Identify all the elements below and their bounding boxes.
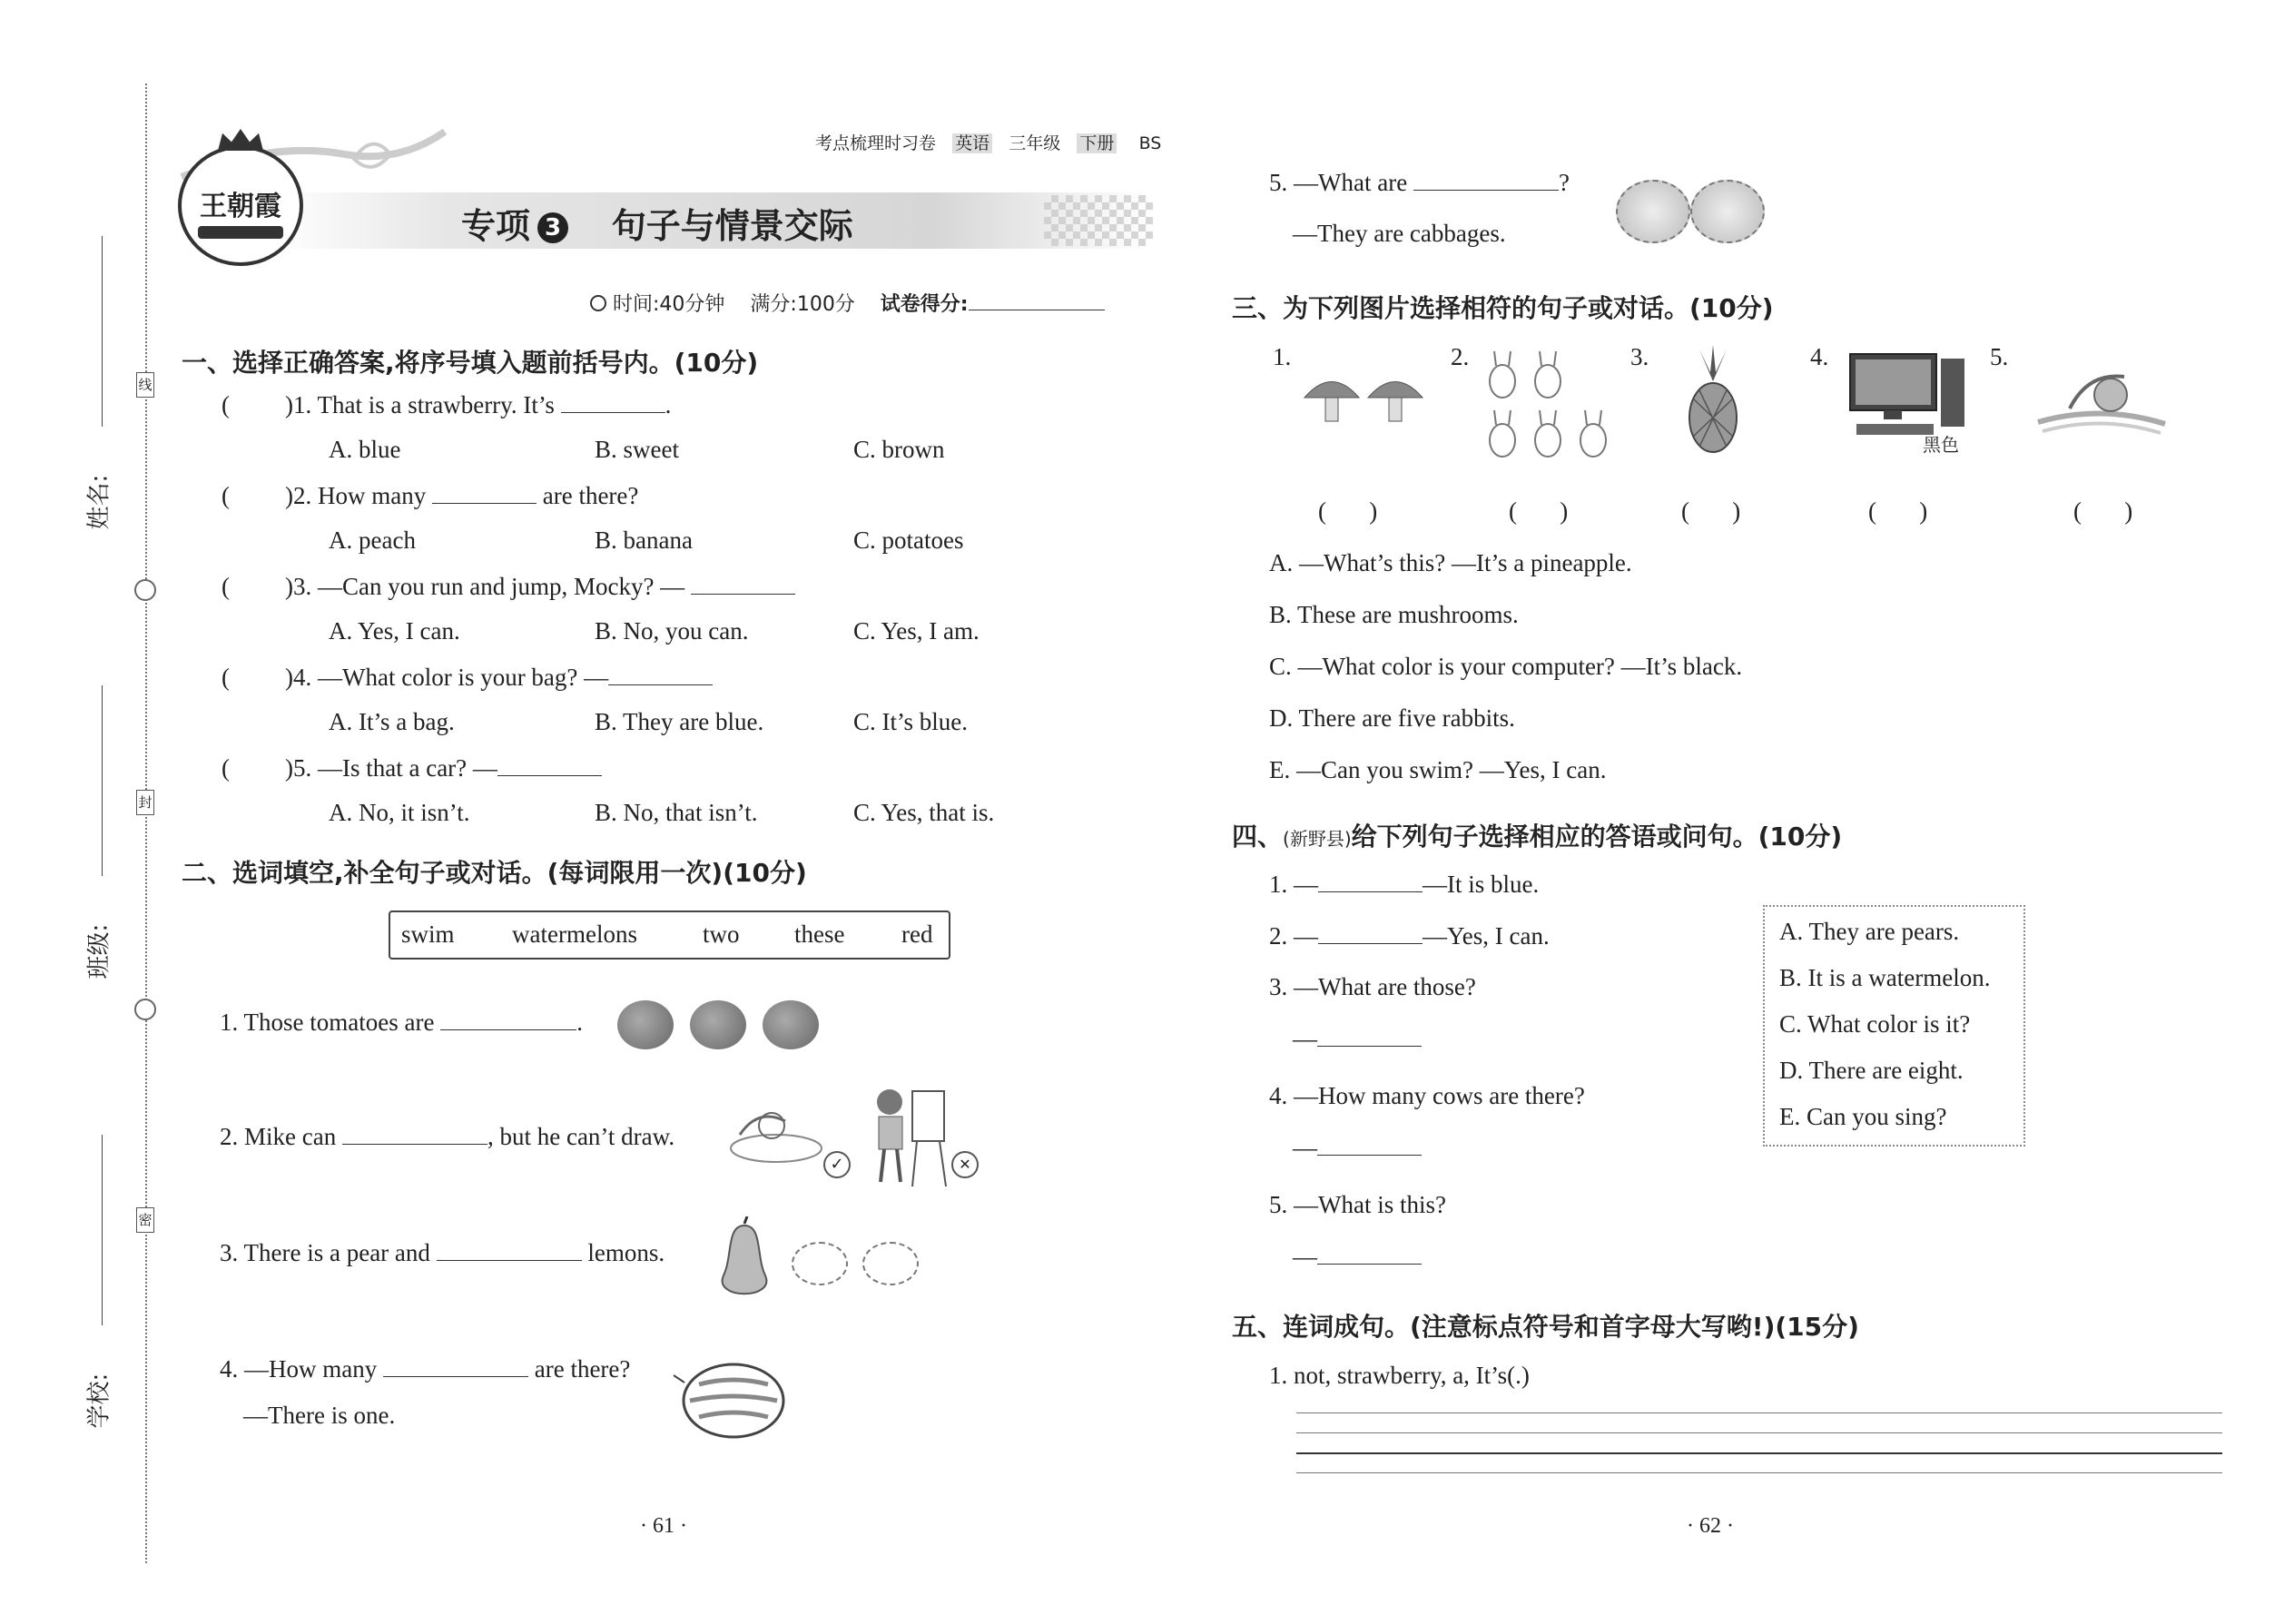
option: C. brown bbox=[853, 436, 945, 463]
word-bank bbox=[389, 910, 950, 960]
pineapple-picture bbox=[1681, 345, 1745, 454]
s1-question-4: ( )4. —What color is your bag? — bbox=[222, 663, 713, 692]
s3-option: D. There are five rabbits. bbox=[1269, 704, 1515, 732]
s4-option: B. It is a watermelon. bbox=[1779, 964, 1991, 991]
volume: 下册 bbox=[1077, 133, 1117, 153]
option: C. potatoes bbox=[853, 527, 964, 554]
answer-bracket[interactable]: ( bbox=[222, 482, 230, 509]
s3-option: A. —What’s this? —It’s a pineapple. bbox=[1269, 549, 1632, 576]
swimmer-picture bbox=[726, 1098, 826, 1171]
option: B. banana bbox=[595, 527, 693, 554]
page-title bbox=[461, 198, 853, 248]
blank[interactable] bbox=[608, 663, 713, 685]
binding-ornament-2 bbox=[134, 999, 156, 1020]
region-tag: (新野县) bbox=[1283, 828, 1352, 850]
writing-line[interactable] bbox=[1296, 1472, 2222, 1473]
page-number-left: · 61 · bbox=[640, 1514, 687, 1538]
writing-line[interactable] bbox=[1296, 1432, 2222, 1433]
grade: 三年级 bbox=[1009, 133, 1061, 153]
subject: 英语 bbox=[952, 133, 992, 153]
blank[interactable] bbox=[1317, 1133, 1422, 1156]
answer-bracket[interactable]: ( bbox=[222, 391, 230, 418]
s5-question-1: 1. not, strawberry, a, It’s(.) bbox=[1269, 1362, 1530, 1389]
pic-number: 3. bbox=[1630, 343, 1649, 370]
series-name: 考点梳理时习卷 bbox=[815, 133, 937, 153]
pic-number: 5. bbox=[1990, 343, 2009, 370]
s4-option: C. What color is it? bbox=[1779, 1010, 1971, 1038]
pic-number: 2. bbox=[1451, 343, 1470, 370]
s1-question-5: ( )5. —Is that a car? — bbox=[222, 753, 602, 782]
word-bank-item: watermelons bbox=[512, 920, 637, 948]
seal-mark-mi: 密 bbox=[136, 1207, 154, 1233]
option: C. Yes, I am. bbox=[853, 617, 980, 645]
mushroom-picture bbox=[1300, 370, 1427, 429]
section1-heading: 一、选择正确答案,将序号填入题前括号内。(10分) bbox=[182, 348, 759, 378]
s4-answer-4: — bbox=[1293, 1133, 1422, 1162]
school-field[interactable] bbox=[65, 1135, 120, 1429]
blank[interactable] bbox=[561, 390, 665, 413]
answer-bracket[interactable]: ( ) bbox=[1868, 497, 1928, 525]
cabbage-icon bbox=[1616, 180, 1690, 243]
s4-option: A. They are pears. bbox=[1779, 918, 1960, 945]
pic-number: 1. bbox=[1273, 343, 1292, 370]
s4-question-4: 4. —How many cows are there? bbox=[1269, 1082, 1585, 1109]
s4-question-5: 5. —What is this? bbox=[1269, 1191, 1446, 1218]
blank[interactable] bbox=[383, 1354, 528, 1377]
s4-question-3: 3. —What are those? bbox=[1269, 973, 1476, 1000]
option: B. No, you can. bbox=[595, 617, 749, 645]
blank[interactable] bbox=[1317, 1242, 1422, 1265]
tomato-icon bbox=[617, 1000, 674, 1049]
name-field[interactable] bbox=[65, 236, 120, 530]
score-label: 试卷得分: bbox=[880, 293, 969, 316]
score-input[interactable] bbox=[969, 291, 1105, 310]
time-limit: 时间:40分钟 bbox=[613, 293, 725, 316]
s2-question-4: 4. —How many are there? bbox=[220, 1355, 631, 1383]
full-score: 满分:100分 bbox=[750, 293, 855, 316]
rabbits-picture bbox=[1480, 349, 1616, 468]
seal-mark-xian: 线 bbox=[136, 372, 154, 398]
s4-question-1: 1. — —It is blue. bbox=[1269, 871, 1540, 898]
school-label: 学校: bbox=[85, 1373, 113, 1429]
answer-bracket[interactable]: ( ) bbox=[1318, 497, 1378, 525]
pear-icon bbox=[713, 1216, 776, 1307]
word-bank-item: two bbox=[703, 920, 740, 948]
word-bank-item: swim bbox=[401, 920, 455, 948]
s2-question-3: 3. There is a pear and lemons. bbox=[220, 1239, 665, 1266]
answer-bracket[interactable]: ( bbox=[222, 754, 230, 782]
banner-checker bbox=[1044, 195, 1153, 246]
writing-line[interactable] bbox=[1296, 1452, 2222, 1454]
option: A. Yes, I can. bbox=[329, 617, 460, 645]
blank[interactable] bbox=[342, 1122, 487, 1145]
section3-heading: 三、为下列图片选择相符的句子或对话。(10分) bbox=[1232, 293, 1774, 323]
blank[interactable] bbox=[497, 753, 602, 776]
s4-option: D. There are eight. bbox=[1779, 1057, 1964, 1084]
s1-question-3: ( )3. —Can you run and jump, Mocky? — bbox=[222, 572, 795, 601]
option: C. It’s blue. bbox=[853, 708, 968, 735]
option: A. No, it isn’t. bbox=[329, 799, 470, 826]
option: A. peach bbox=[329, 527, 416, 554]
answer-bracket[interactable]: ( bbox=[222, 573, 230, 600]
s4-options-box bbox=[1763, 905, 2025, 1147]
s4-question-2: 2. — —Yes, I can. bbox=[1269, 922, 1550, 950]
tomato-icon bbox=[690, 1000, 746, 1049]
name-label: 姓名: bbox=[85, 474, 113, 530]
title-number: 3 bbox=[537, 212, 568, 243]
s3-option: B. These are mushrooms. bbox=[1269, 601, 1519, 628]
exam-info bbox=[590, 289, 1105, 317]
option: A. blue bbox=[329, 436, 401, 463]
option: A. It’s a bag. bbox=[329, 708, 455, 735]
lemon-icon bbox=[862, 1242, 919, 1285]
answer-bracket[interactable]: ( ) bbox=[1509, 497, 1569, 525]
boy-drawing-picture bbox=[862, 1082, 953, 1191]
word-bank-item: these bbox=[794, 920, 845, 948]
answer-bracket[interactable]: ( bbox=[222, 664, 230, 691]
logo-text: 王朝霞 bbox=[200, 191, 281, 222]
pic-number: 4. bbox=[1810, 343, 1829, 370]
lemon-icon bbox=[792, 1242, 848, 1285]
option: B. sweet bbox=[595, 436, 679, 463]
cabbage-icon bbox=[1690, 180, 1765, 243]
s2-question-2: 2. Mike can , but he can’t draw. bbox=[220, 1123, 675, 1150]
section5-heading: 五、连词成句。(注意标点符号和首字母大写哟!)(15分) bbox=[1232, 1312, 1859, 1342]
s2-question-5-answer: —They are cabbages. bbox=[1293, 220, 1506, 247]
swimmer-picture bbox=[2033, 359, 2170, 445]
s4-option: E. Can you sing? bbox=[1779, 1103, 1947, 1130]
blank[interactable] bbox=[691, 572, 795, 595]
word-bank-item: red bbox=[901, 920, 933, 948]
publisher-logo bbox=[178, 145, 303, 266]
computer-color-label: 黑色 bbox=[1923, 434, 1959, 456]
s2-question-5: 5. —What are ? bbox=[1269, 169, 1570, 196]
class-field[interactable] bbox=[65, 685, 120, 979]
binding-ornament-1 bbox=[134, 579, 156, 601]
cross-icon: ✕ bbox=[951, 1151, 979, 1178]
s4-answer-3: — bbox=[1293, 1024, 1422, 1053]
edition: BS bbox=[1138, 133, 1162, 153]
class-label: 班级: bbox=[85, 923, 113, 979]
s4-answer-5: — bbox=[1293, 1242, 1422, 1271]
clock-icon bbox=[590, 295, 606, 311]
option: C. Yes, that is. bbox=[853, 799, 995, 826]
blank[interactable] bbox=[432, 481, 537, 504]
blank[interactable] bbox=[1318, 921, 1423, 944]
section2-heading: 二、选词填空,补全句子或对话。(每词限用一次)(10分) bbox=[182, 858, 807, 888]
s3-option: C. —What color is your computer? —It’s black. bbox=[1269, 653, 1743, 680]
section4-heading: 四、(新野县)给下列句子选择相应的答语或问句。(10分) bbox=[1232, 822, 1843, 851]
page-number-right: · 62 · bbox=[1687, 1514, 1734, 1538]
s3-option: E. —Can you swim? —Yes, I can. bbox=[1269, 756, 1607, 783]
writing-line[interactable] bbox=[1296, 1412, 2222, 1413]
s2-question-4-answer: —There is one. bbox=[243, 1402, 396, 1429]
seal-mark-feng: 封 bbox=[136, 790, 154, 815]
answer-bracket[interactable]: ( ) bbox=[2073, 497, 2133, 525]
blank[interactable] bbox=[1317, 1024, 1422, 1047]
option: B. No, that isn’t. bbox=[595, 799, 758, 826]
title-text: 句子与情景交际 bbox=[611, 206, 853, 246]
s2-question-1: 1. Those tomatoes are . bbox=[220, 1009, 583, 1036]
header-meta bbox=[815, 130, 1161, 154]
s1-question-2: ( )2. How many are there? bbox=[222, 482, 639, 509]
blank[interactable] bbox=[1413, 168, 1559, 191]
title-prefix: 专项 bbox=[461, 206, 531, 246]
blank[interactable] bbox=[437, 1238, 582, 1261]
watermelon-icon bbox=[672, 1357, 790, 1439]
blank[interactable] bbox=[1318, 870, 1423, 892]
check-icon: ✓ bbox=[823, 1151, 851, 1178]
tomato-icon bbox=[763, 1000, 819, 1049]
s1-question-1: ( )1. That is a strawberry. It’s . bbox=[222, 391, 672, 418]
answer-bracket[interactable]: ( ) bbox=[1681, 497, 1741, 525]
option: B. They are blue. bbox=[595, 708, 764, 735]
blank[interactable] bbox=[440, 1008, 576, 1030]
binding-dotted-line bbox=[145, 84, 147, 1563]
